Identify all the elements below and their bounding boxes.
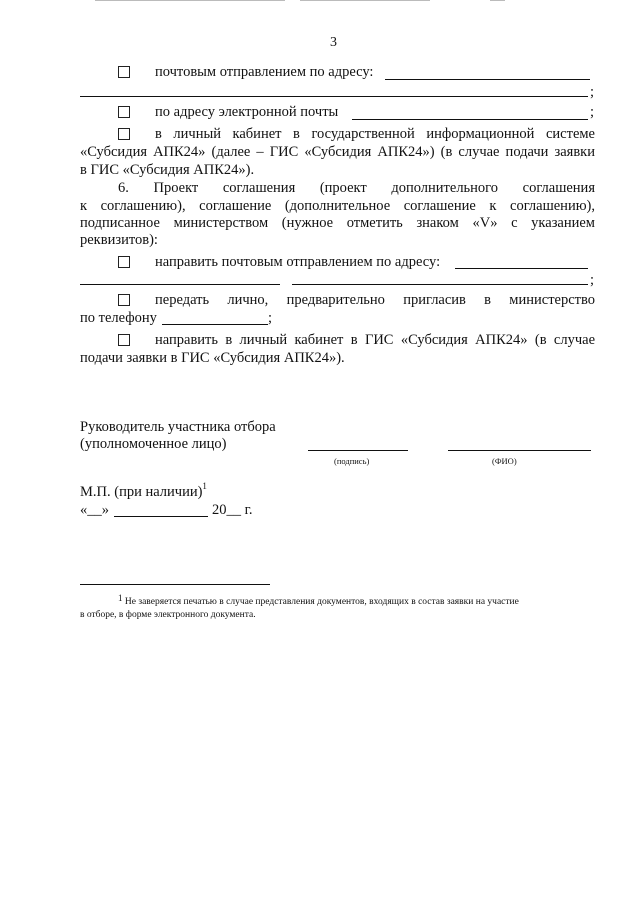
- phone-field[interactable]: [162, 324, 268, 325]
- semicolon: ;: [268, 310, 273, 326]
- para6-line1: 6. Проект соглашения (проект дополнительного соглашения: [118, 180, 595, 196]
- option-cabinet-line1: в личный кабинет в государственной информационной системе: [155, 126, 595, 142]
- email-field[interactable]: [352, 119, 588, 120]
- mail-address-field-line2[interactable]: [80, 96, 588, 97]
- date-month-field[interactable]: [114, 516, 208, 517]
- checkbox-mail[interactable]: [118, 66, 130, 78]
- checkbox-send-cabinet[interactable]: [118, 334, 130, 346]
- checkbox-send-mail[interactable]: [118, 256, 130, 268]
- footnote-line1: $^1$ Не заверяется печатью в случае представления документов, входящих в состав заявки на участие: [118, 593, 519, 607]
- signature-caption: (подпись): [334, 456, 370, 466]
- footnote-mark: 1: [118, 593, 123, 603]
- option-hand-over-line1: передать лично, предварительно пригласив в министерство: [155, 292, 595, 308]
- signer-title: Руководитель участника отбора: [80, 419, 276, 435]
- fio-field[interactable]: [448, 450, 591, 451]
- option-send-mail-label: направить почтовым отправлением по адресу:: [155, 254, 441, 270]
- semicolon: ;: [590, 84, 595, 100]
- option-cabinet-line2: «Субсидия АПК24» (далее – ГИС «Субсидия АПК24») (в случае подачи заявки: [80, 144, 595, 160]
- checkbox-hand-over[interactable]: [118, 294, 130, 306]
- signature-field[interactable]: [308, 450, 408, 451]
- send-mail-address-field[interactable]: [455, 268, 588, 269]
- option-cabinet-line3: в ГИС «Субсидия АПК24»).: [80, 162, 255, 178]
- page-number: 3: [330, 35, 337, 50]
- date-day: «__»: [80, 502, 109, 518]
- checkbox-cabinet[interactable]: [118, 128, 130, 140]
- signer-subtitle: (уполномоченное лицо): [80, 436, 227, 452]
- footnote-separator: [80, 584, 270, 585]
- semicolon: ;: [590, 272, 595, 288]
- fio-caption: (ФИО): [492, 456, 517, 466]
- option-send-cabinet-line1: направить в личный кабинет в ГИС «Субсидия АПК24» (в случае: [155, 332, 595, 348]
- semicolon: ;: [590, 104, 595, 120]
- checkbox-email[interactable]: [118, 106, 130, 118]
- footnote-line2: в отборе, в форме электронного документа.: [80, 610, 256, 620]
- para6-line2: к соглашению), соглашение (дополнительное соглашение к соглашению),: [80, 198, 595, 214]
- send-mail-address-field-line2[interactable]: [80, 284, 280, 285]
- option-email-label: по адресу электронной почты: [155, 104, 339, 120]
- top-edge-line: [300, 0, 430, 1]
- stamp-label: М.П. (при наличии)$^1$: [80, 481, 207, 500]
- para6-line4: реквизитов):: [80, 232, 158, 248]
- mail-address-field[interactable]: [385, 79, 590, 80]
- send-mail-address-field-line2b[interactable]: [292, 284, 588, 285]
- option-hand-over-line2: по телефону: [80, 310, 157, 326]
- option-mail-label: почтовым отправлением по адресу:: [155, 64, 374, 80]
- top-edge-line: [95, 0, 285, 1]
- option-send-cabinet-line2: подачи заявки в ГИС «Субсидия АПК24»).: [80, 350, 345, 366]
- para6-line3: подписанное министерством (нужное отметить знаком «V» с указанием: [80, 215, 595, 231]
- date-year: 20__ г.: [212, 502, 253, 518]
- top-edge-line: [490, 0, 505, 1]
- footnote-reference: 1: [202, 481, 207, 491]
